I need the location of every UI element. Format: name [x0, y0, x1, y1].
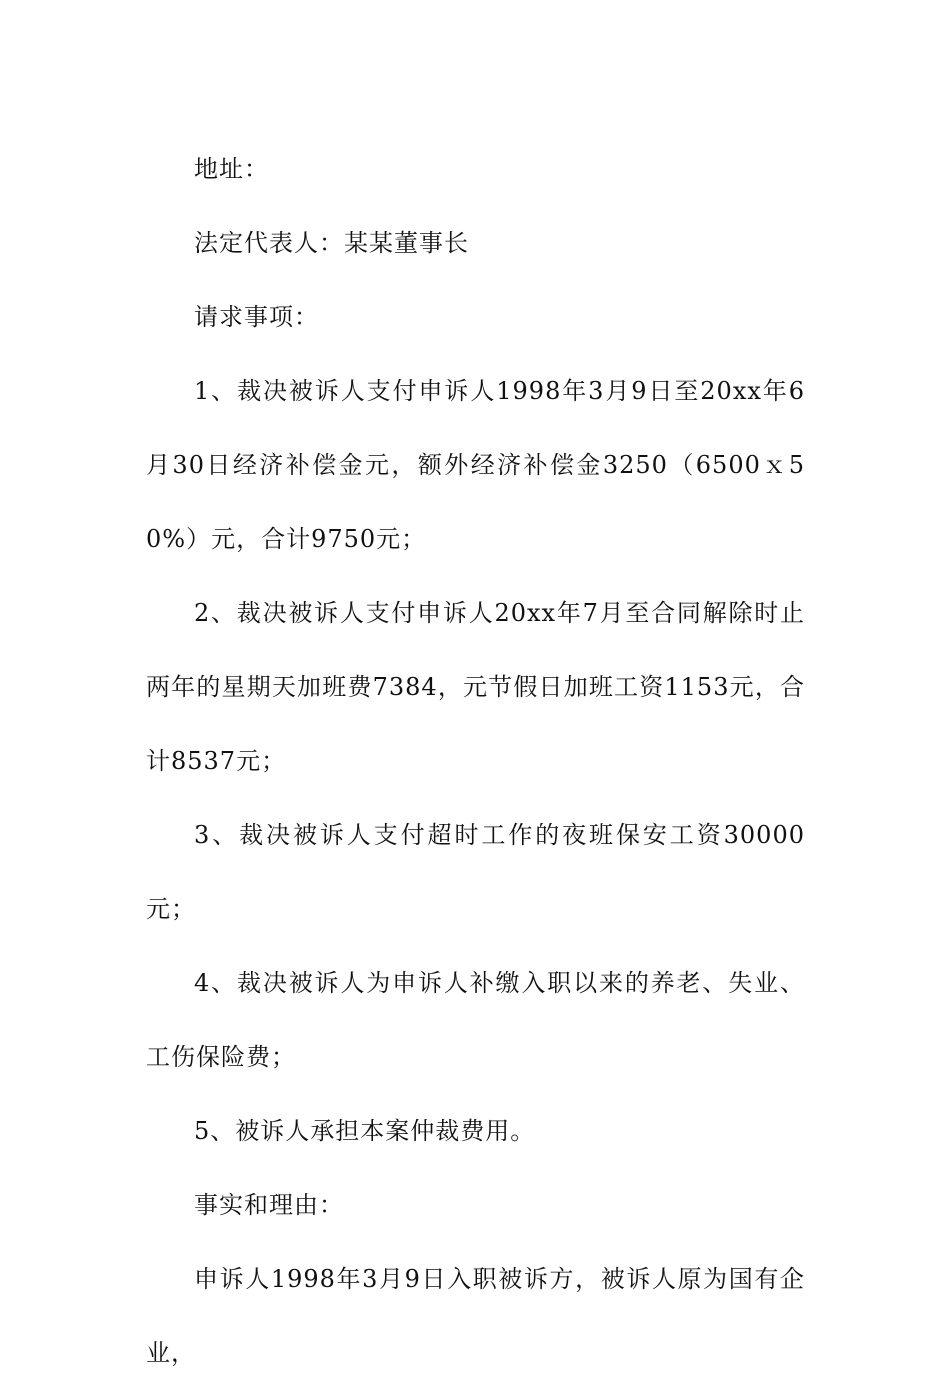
- claim-item-5: 5、被诉人承担本案仲裁费用。: [194, 1117, 536, 1145]
- claim-item-4: 4、裁决被诉人为申诉人补缴入职以来的养老、失业、工伤保险费；: [146, 969, 805, 1071]
- legal-representative-line: 法定代表人：某某董事长: [194, 229, 469, 257]
- claims-heading: 请求事项：: [194, 303, 319, 331]
- claim-item-2: 2、裁决被诉人支付申诉人20xx年7月至合同解除时止两年的星期天加班费7384，元节假日加班工资1153元，合计8537元；: [146, 599, 805, 775]
- claim-item-1: 1、裁决被诉人支付申诉人1998年3月9日至20xx年6月30日经济补偿金元，额外经济补偿金3250（6500ｘ50%）元，合计9750元；: [146, 377, 805, 553]
- facts-paragraph: 申诉人1998年3月9日入职被诉方，被诉人原为国有企业，: [146, 1265, 805, 1367]
- claim-item-3: 3、裁决被诉人支付超时工作的夜班保安工资30000元；: [146, 821, 805, 923]
- address-line: 地址：: [194, 155, 269, 183]
- facts-heading: 事实和理由：: [194, 1191, 344, 1219]
